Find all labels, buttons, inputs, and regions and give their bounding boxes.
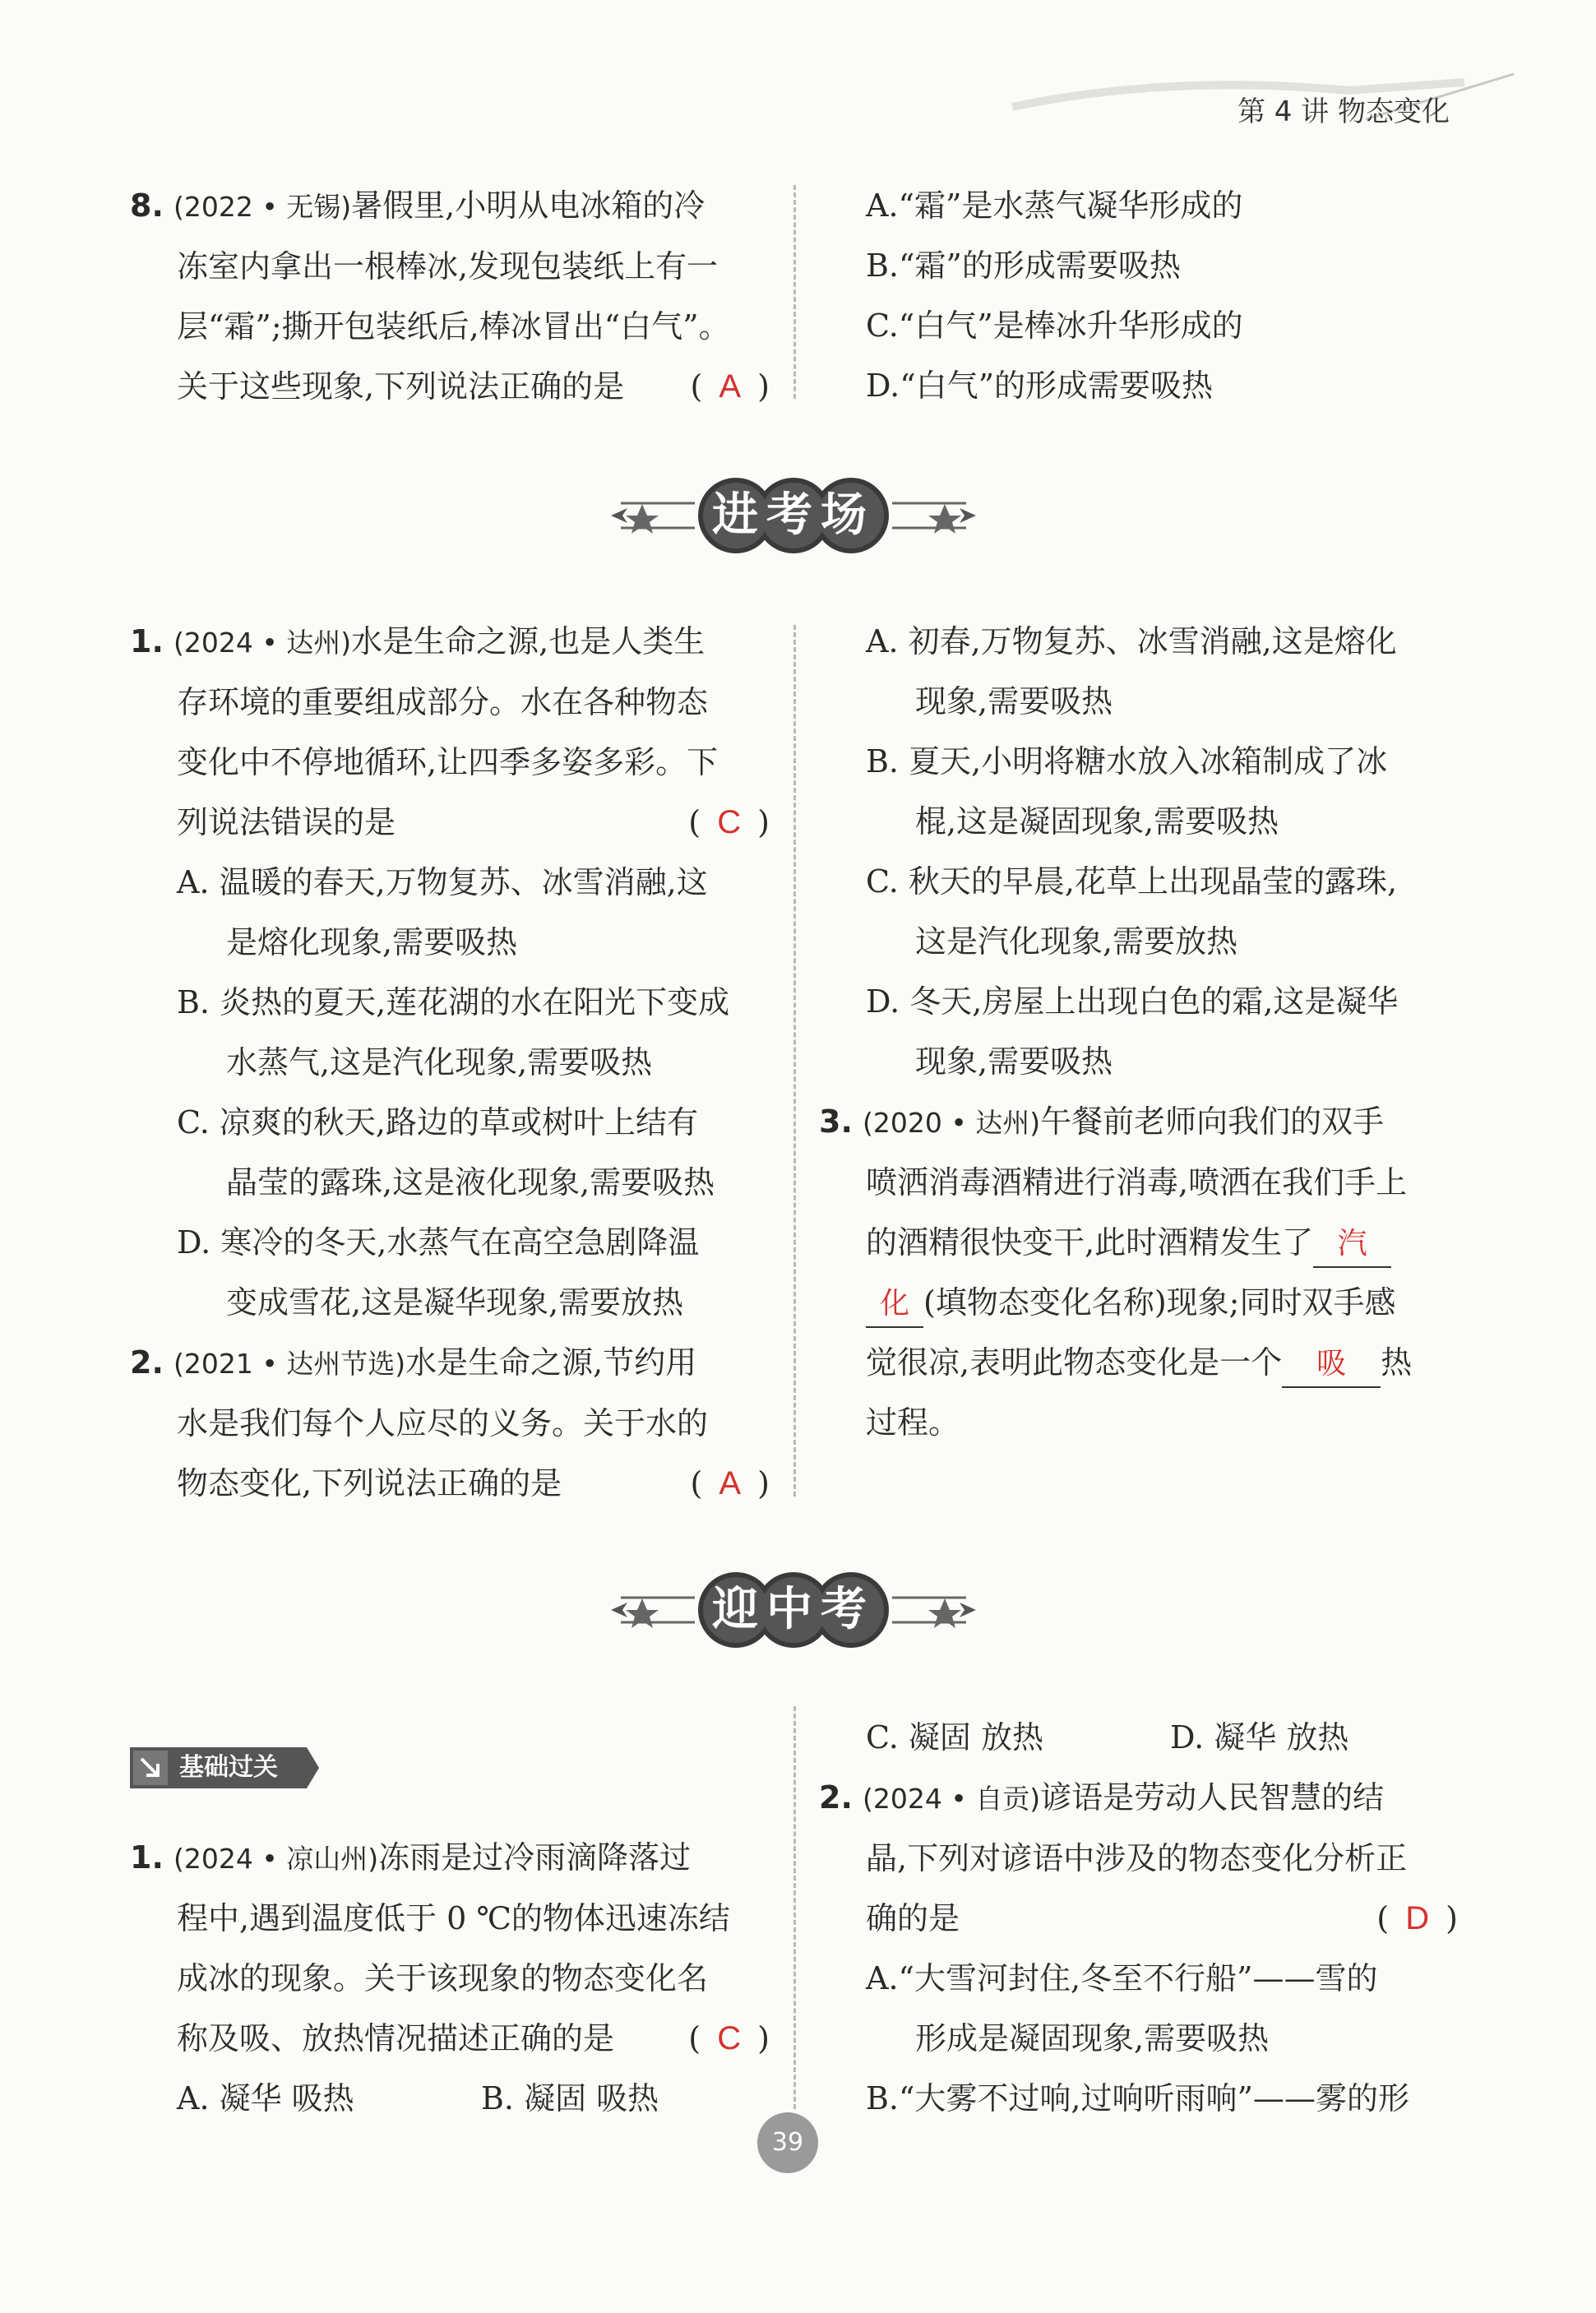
answer-mark: A	[719, 1465, 742, 1501]
section1-right-column: A. 初春,万物复苏、冰雪消融,这是熔化 现象,需要吸热 B. 夏天,小明将糖水放入冰箱制成了冰 棍,这是凝固现象,需要吸热 C. 秋天的早晨,花草上出现晶莹的露珠, 这是汽化现象,需要放热 D. 冬天,房屋上出现白色的霜,这是凝华 现象,需要吸热 3. (2020 • 达州)午餐前老师向我们的双手 喷洒消毒酒精进行消毒,喷洒在我们手上 的酒精很快变干,此时酒精发生了 汽 化 (填物态变化名称)现象;同时双手感 觉很凉,表明此物态变化是一个 吸 热 过程。	[866, 612, 1458, 1453]
option-c: C. 凉爽的秋天,路边的草或树叶上结有 晶莹的露珠,这是液化现象,需要吸热	[177, 1104, 715, 1200]
question-source: (2024 • 自贡)	[862, 1783, 1041, 1815]
question-source: (2020 • 达州)	[862, 1107, 1041, 1139]
stem-line: 的酒精很快变干,此时酒精发生了	[866, 1224, 1314, 1261]
stem-line: (填物态变化名称)现象;同时双手感	[923, 1284, 1396, 1321]
column-divider	[793, 185, 796, 399]
question-8-options	[866, 176, 1458, 416]
answer-mark: C	[717, 804, 742, 840]
stem-line: 变化中不停地循环,让四季多姿多彩。下	[177, 744, 719, 780]
question-source: (2024 • 凉山州)	[173, 1843, 379, 1875]
stem-line: 程中,遇到温度低于 0 ℃的物体迅速冻结	[177, 1900, 730, 1936]
section2-right-column	[819, 1708, 1458, 2129]
option-c: C.“白气”是棒冰升华形成的	[866, 308, 1243, 344]
option-a: A. 温暖的春天,万物复苏、冰雪消融,这 是熔化现象,需要吸热	[177, 864, 708, 960]
answer-mark: C	[717, 2020, 742, 2056]
question-source: (2021 • 达州节选)	[173, 1348, 406, 1380]
option-d: D. 寒冷的冬天,水蒸气在高空急剧降温 变成雪花,这是凝华现象,需要放热	[177, 1224, 700, 1321]
stem-line: 存环境的重要组成部分。水在各种物态	[177, 684, 709, 720]
option-d: D.“白气”的形成需要吸热	[866, 368, 1214, 404]
page-number: 39	[757, 2112, 818, 2173]
answer-bracket: ( A )	[691, 357, 770, 417]
fill-blank-2: 吸	[1282, 1339, 1381, 1388]
answer-mark: D	[1405, 1900, 1430, 1936]
answer-bracket: ( A )	[691, 1454, 770, 1514]
answer-bracket: ( D )	[1376, 1889, 1458, 1949]
option-a: A.“霜”是水蒸气凝华形成的	[866, 187, 1243, 224]
stem-line: 谚语是劳动人民智慧的结	[1040, 1779, 1385, 1816]
option-b: B. 炎热的夏天,莲花湖的水在阳光下变成 水蒸气,这是汽化现象,需要吸热	[177, 984, 730, 1080]
question-number: 2.	[130, 1344, 164, 1381]
question-number: 1.	[130, 623, 164, 659]
stem-line: 晶,下列对谚语中涉及的物态变化分析正	[866, 1840, 1408, 1876]
section-title: 迎中考	[712, 1583, 875, 1636]
option-d: D. 冬天,房屋上出现白色的霜,这是凝华 现象,需要吸热	[866, 983, 1399, 1080]
answer-bracket: ( C )	[688, 2009, 770, 2069]
question-number: 2.	[819, 1779, 853, 1816]
stem-line: 水是我们每个人应尽的义务。关于水的	[177, 1405, 709, 1441]
fill-blank-1: 汽	[1313, 1219, 1391, 1268]
section-title: 进考场	[712, 488, 875, 542]
question-source: (2024 • 达州)	[173, 627, 352, 659]
option-d: D. 凝华 放热	[1170, 1719, 1349, 1756]
stem-line: 冻室内拿出一根棒冰,发现包装纸上有一	[177, 248, 719, 284]
question-number: 1.	[130, 1839, 164, 1876]
stem-line: 称及吸、放热情况描述正确的是	[177, 2020, 615, 2056]
section1-left-column	[130, 612, 770, 1514]
column-divider	[793, 625, 796, 1497]
fill-blank-1-cont: 化	[866, 1279, 923, 1328]
option-b: B. 夏天,小明将糖水放入冰箱制成了冰 棍,这是凝固现象,需要吸热	[866, 743, 1388, 840]
stem-line: 觉很凉,表明此物态变化是一个	[866, 1344, 1283, 1381]
stem-line: 午餐前老师向我们的双手	[1040, 1103, 1385, 1140]
stem-line: 喷洒消毒酒精进行消毒,喷洒在我们手上	[866, 1164, 1408, 1200]
question-8	[130, 176, 770, 417]
option-b: B.“霜”的形成需要吸热	[866, 247, 1181, 284]
stem-line: 水是生命之源,节约用	[405, 1344, 697, 1381]
option-b: B. 凝固 吸热	[481, 2080, 659, 2116]
stem-line: 成冰的现象。关于该现象的物态变化名	[177, 1960, 709, 1996]
option-a: A. 凝华 吸热	[177, 2080, 354, 2116]
chapter-title: 第 4 讲 物态变化	[1237, 95, 1450, 128]
question-number: 3.	[819, 1103, 853, 1140]
question-source: (2022 • 无锡)	[173, 191, 352, 223]
stem-line: 过程。	[866, 1404, 960, 1441]
stem-line: 物态变化,下列说法正确的是	[177, 1465, 562, 1501]
section2-left-column	[130, 1828, 770, 2129]
stem-line: 暑假里,小明从电冰箱的冷	[351, 187, 705, 224]
stem-line: 列说法错误的是	[177, 804, 396, 840]
answer-mark: A	[719, 368, 742, 405]
stem-line: 层“霜”;撕开包装纸后,棒冰冒出“白气”。	[177, 308, 730, 345]
option-b: B.“大雾不过响,过响听雨响”——雾的形	[866, 2080, 1409, 2116]
stem-line: 水是生命之源,也是人类生	[351, 623, 705, 659]
option-c: C. 秋天的早晨,花草上出现晶莹的露珠, 这是汽化现象,需要放热	[866, 863, 1398, 960]
stem-line: 关于这些现象,下列说法正确的是	[177, 368, 625, 405]
option-a: A.“大雪河封住,冬至不行船”——雪的 形成是凝固现象,需要吸热	[866, 1960, 1378, 2056]
option-a: A. 初春,万物复苏、冰雪消融,这是熔化 现象,需要吸热	[866, 623, 1397, 719]
stem-line: 确的是	[866, 1900, 960, 1936]
stem-line: 冻雨是过冷雨滴降落过	[378, 1839, 692, 1876]
question-number: 8.	[130, 187, 164, 224]
answer-bracket: ( C )	[688, 793, 770, 853]
column-divider	[793, 1706, 796, 2109]
subsection-title: 基础过关	[179, 1753, 278, 1782]
option-c: C. 凝固 放热	[866, 1719, 1043, 1756]
